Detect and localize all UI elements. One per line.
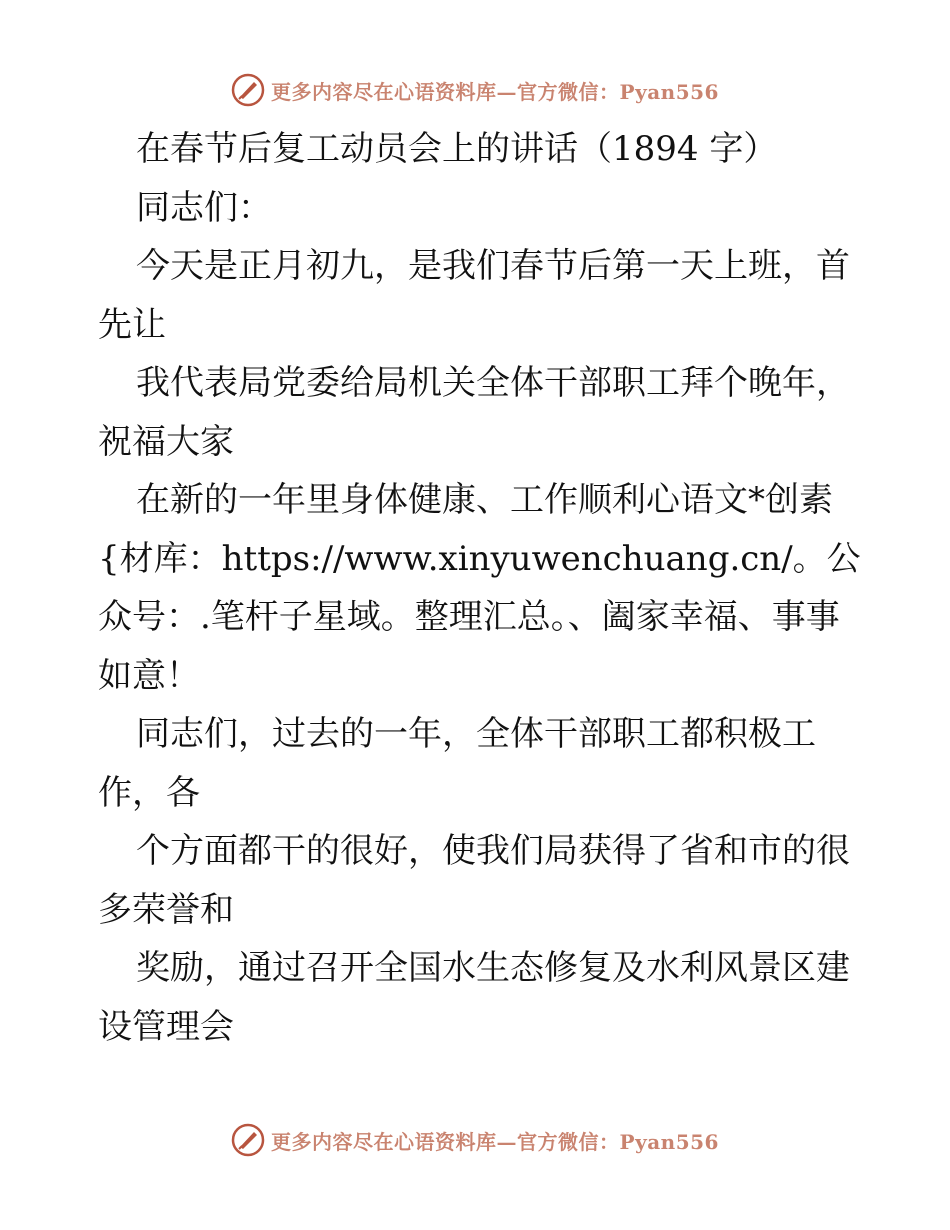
- paragraph: 我代表局党委给局机关全体干部职工拜个晚年，祝福大家: [98, 363, 850, 462]
- header-banner: [0, 70, 950, 110]
- header-banner-text: 更多内容尽在心语资料库—官方微信：Pyan556: [271, 79, 719, 104]
- paragraph: 个方面都干的很好，使我们局获得了省和市的很多荣誉和: [98, 831, 850, 930]
- paragraph: 在新的一年里身体健康、工作顺利心语文*创素{材库：https://www.xinyuwenchuang.cn/。公众号：.笔杆子星域。整理汇总。、阖家幸福、事事如意！: [98, 480, 861, 696]
- paragraph: 同志们，过去的一年，全体干部职工都积极工作，各: [98, 714, 816, 813]
- salutation: 同志们：: [136, 187, 272, 228]
- paragraph: 奖励，通过召开全国水生态修复及水利风景区建设管理会: [98, 948, 850, 1047]
- quill-logo-icon: [231, 1123, 265, 1157]
- footer-banner-text: 更多内容尽在心语资料库—官方微信：Pyan556: [271, 1129, 719, 1154]
- document-body: [98, 120, 868, 1056]
- footer-banner: [0, 1120, 950, 1160]
- paragraph: 今天是正月初九，是我们春节后第一天上班，首先让: [98, 246, 850, 345]
- document-title: 在春节后复工动员会上的讲话（1894 字）: [136, 129, 778, 169]
- quill-logo-icon: [231, 73, 265, 107]
